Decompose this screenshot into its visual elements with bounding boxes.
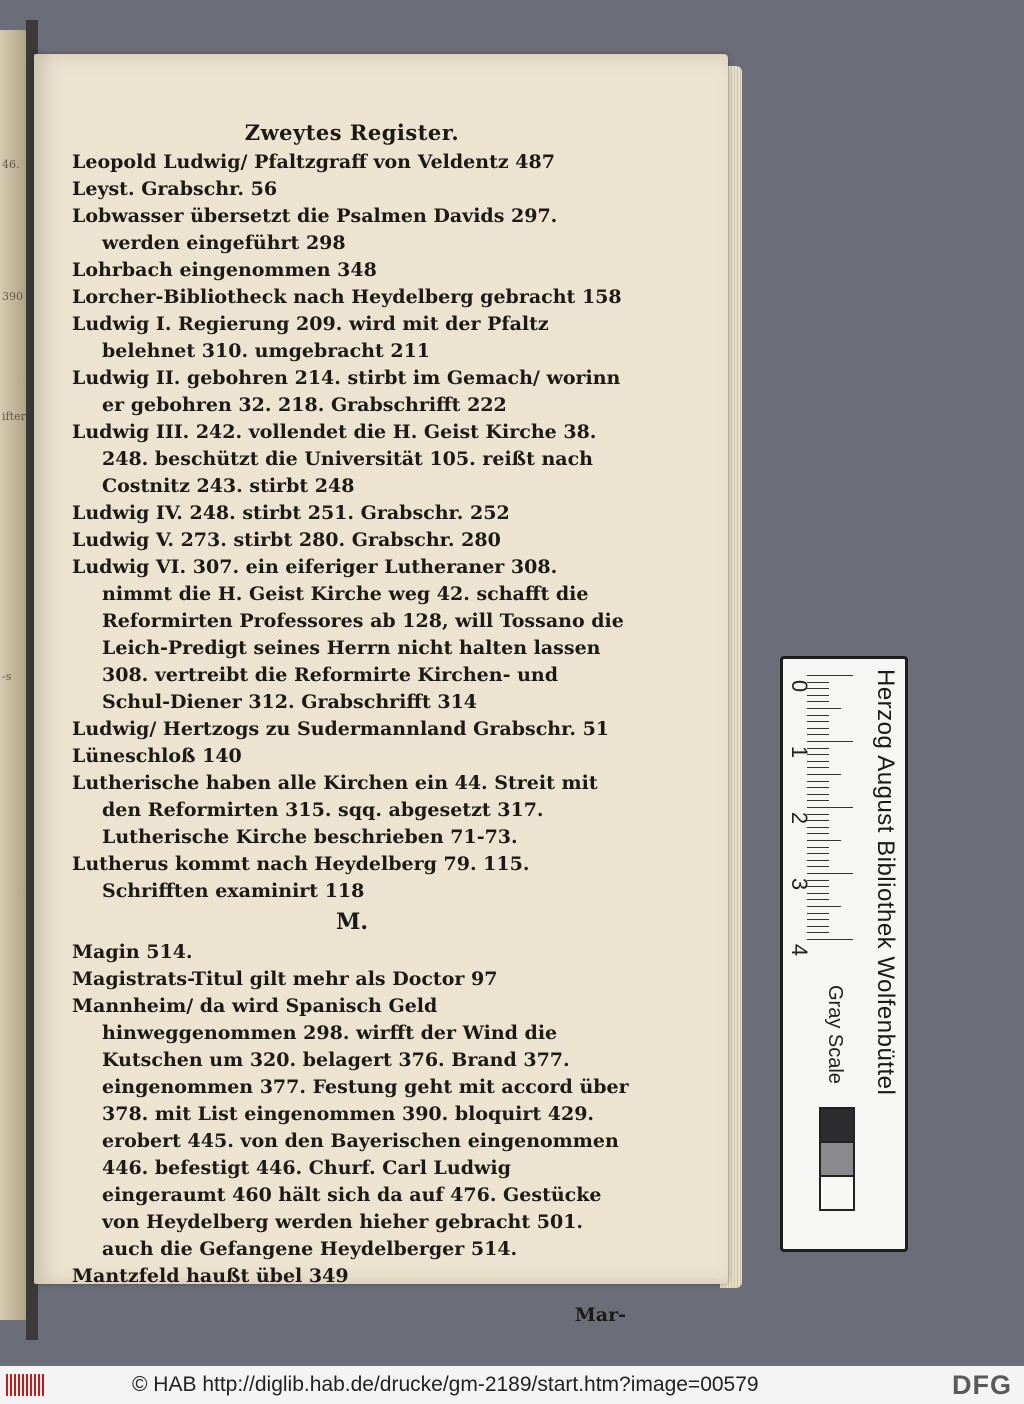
register-entry: Ludwig II. gebohren 214. stirbt im Gemach/ worinn er gebohren 32. 218. Grabschrifft 222 (72, 367, 621, 416)
ruler-tick (807, 932, 829, 933)
register-entry: Lobwasser übersetzt die Psalmen Davids 297. werden eingeführt 298 (72, 205, 558, 254)
ruler-tick (807, 741, 853, 742)
register-entry: Magin 514. (72, 941, 193, 963)
ruler-tick (807, 919, 829, 920)
ruler-tick (807, 734, 829, 735)
swatch-light (819, 1175, 855, 1211)
ruler-tick (807, 708, 841, 709)
image-credit-link[interactable]: © HAB http://diglib.hab.de/drucke/gm-2189/start.htm?image=00579 (132, 1373, 759, 1396)
register-text (72, 120, 632, 1326)
entries-letter-m (72, 939, 632, 1290)
ruler-tick (807, 774, 841, 775)
register-entry: Ludwig/ Hertzogs zu Sudermannland Grabschr. 51 (72, 718, 610, 740)
register-entry: Leopold Ludwig/ Pfaltzgraff von Veldentz 487 (72, 151, 555, 173)
ruler-tick (807, 913, 829, 914)
ruler-tick (807, 840, 841, 841)
ruler-tick (807, 853, 829, 854)
register-entry: Ludwig IV. 248. stirbt 251. Grabschr. 252 (72, 502, 510, 524)
catchword: Mar- (574, 1304, 626, 1326)
ruler-tick (807, 767, 829, 768)
ruler-tick (807, 807, 853, 808)
ruler-number-2: 2 (787, 811, 812, 825)
register-entry: Mannheim/ da wird Spanisch Geld hinweggenommen 298. wirfft der Wind die Kutschen um 320. belagert 376. Brand 377. eingenommen 377. Festung geht mit accord über 378. mit List eingenommen 390. bloquirt 429. erobert 445. von den Bayerischen eingenommen 446. befestigt 446. Churf. Carl Ludwig eingeraumt 460 hält sich da auf 476. Gestücke von Heydelberg werden hieher gebracht 501. auch die Gefangene Heydelberger 514. (72, 995, 629, 1260)
register-entry: Ludwig III. 242. vollendet die H. Geist Kirche 38. 248. beschützt die Universität 105. reißt nach Costnitz 243. stirbt 248 (72, 421, 597, 497)
section-letter-m: M. (335, 909, 368, 935)
register-entry: Lohrbach eingenommen 348 (72, 259, 377, 281)
register-entry: Lutherus kommt nach Heydelberg 79. 115. Schrifften examinirt 118 (72, 853, 530, 902)
register-entry: Mantzfeld haußt übel 349 (72, 1265, 349, 1287)
dfg-logo: DFG (952, 1370, 1012, 1400)
ruler-tick (807, 906, 841, 907)
book-page (34, 54, 728, 1326)
facing-page-edge: 46. 390 ifter -s (0, 30, 30, 1320)
ruler-tick (807, 847, 829, 848)
ruler-tick (807, 787, 829, 788)
running-head: Zweytes Register. (244, 120, 460, 145)
ruler-tick (807, 939, 853, 940)
ruler-number-3: 3 (787, 877, 812, 891)
ruler-tick (807, 926, 829, 927)
ruler-tick (807, 833, 829, 834)
register-entry: Ludwig I. Regierung 209. wird mit der Pfaltz belehnet 310. umgebracht 211 (72, 313, 549, 362)
register-entry: Lutherische haben alle Kirchen ein 44. Streit mit den Reformirten 315. sqq. abgesetzt 317. Lutherische Kirche beschrieben 71-73. (72, 772, 598, 848)
ruler-tick (807, 899, 829, 900)
ruler-number-4: 4 (787, 943, 812, 957)
ruler-tick (807, 675, 853, 676)
register-entry: Ludwig V. 273. stirbt 280. Grabschr. 280 (72, 529, 501, 551)
ruler-tick (807, 728, 829, 729)
ruler-tick (807, 701, 829, 702)
ruler-number-1: 1 (787, 745, 812, 759)
ruler-number-0: 0 (787, 679, 812, 693)
footer-bar (0, 1366, 1024, 1404)
ruler-tick (807, 800, 829, 801)
entries-letter-l (72, 149, 632, 905)
ruler-ticks (807, 675, 857, 975)
institution-label: Herzog August Bibliothek Wolfenbüttel (872, 669, 899, 1096)
register-entry: Magistrats-Titul gilt mehr als Doctor 97 (72, 968, 498, 990)
ruler-tick (807, 715, 829, 716)
hab-logo-icon (6, 1374, 46, 1396)
register-entry: Leyst. Grabschr. 56 (72, 178, 278, 200)
ruler-tick (807, 873, 853, 874)
register-entry: Lüneschloß 140 (72, 745, 242, 767)
ruler-tick (807, 794, 829, 795)
swatch-mid (819, 1141, 855, 1177)
ruler-tick (807, 781, 829, 782)
ruler-tick (807, 866, 829, 867)
ruler-tick (807, 860, 829, 861)
gray-scale-label: Gray Scale (824, 985, 846, 1084)
register-entry: Lorcher-Bibliotheck nach Heydelberg gebracht 158 (72, 286, 622, 308)
swatch-dark (819, 1107, 855, 1143)
ruler-tick (807, 721, 829, 722)
color-scale-card (780, 656, 908, 1252)
register-entry: Ludwig VI. 307. ein eiferiger Lutheraner 308. nimmt die H. Geist Kirche weg 42. schafft die Reformirten Professores ab 128, will Tossano die Leich-Predigt seines Herrn nicht halten lassen 308. vertreibt die Reformirte Kirchen- und Schul-Diener 312. Grabschrifft 314 (72, 556, 624, 713)
